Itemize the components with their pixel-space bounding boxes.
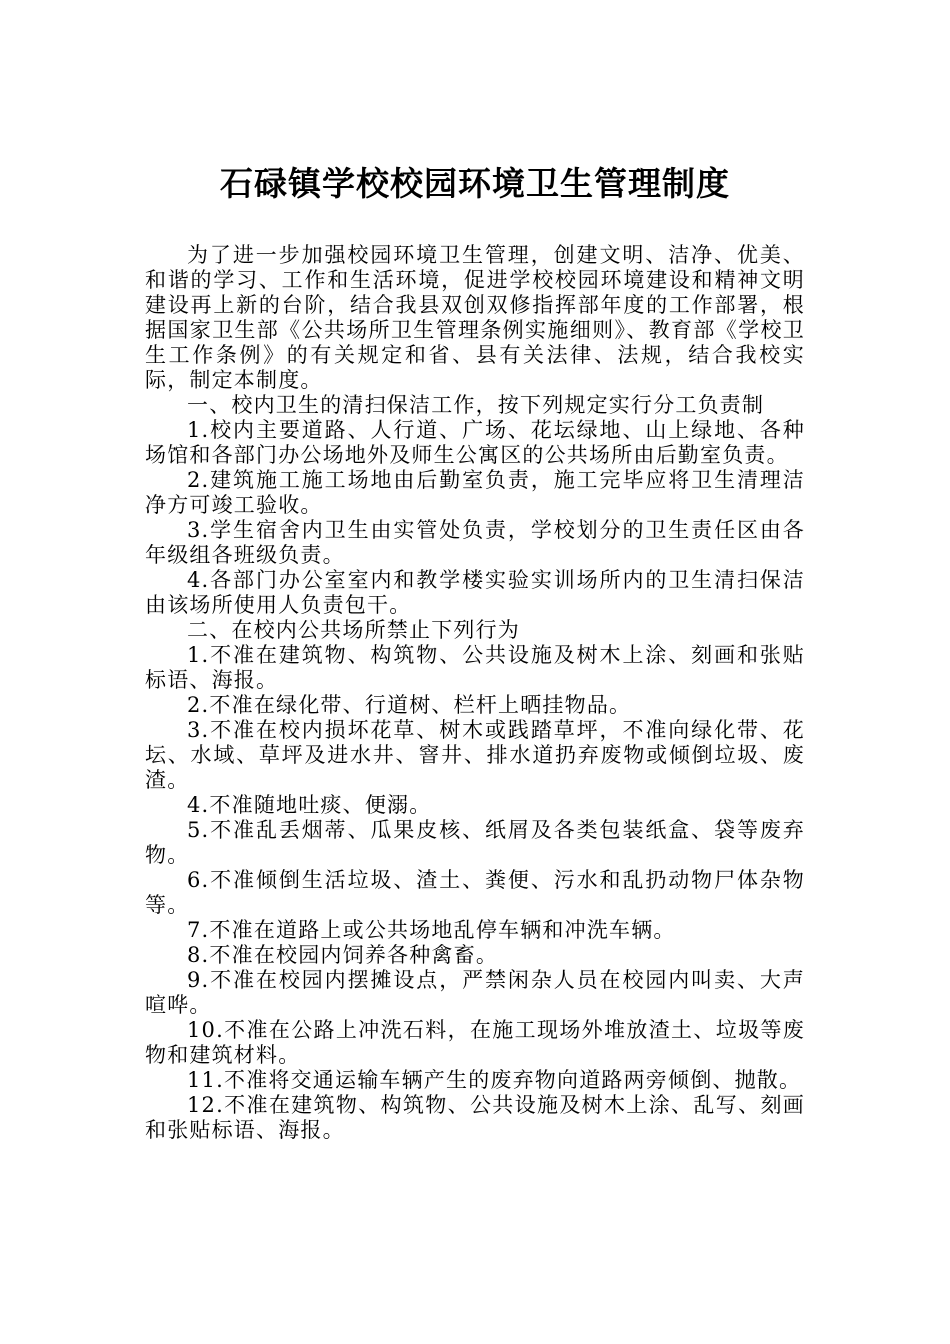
list-item: 6.不准倾倒生活垃圾、渣土、粪便、污水和乱扔动物尸体杂物等。: [145, 868, 805, 917]
intro-paragraph: 为了进一步加强校园环境卫生管理，创建文明、洁净、优美、和谐的学习、工作和生活环境，促进学校校园环境建设和精神文明建设再上新的台阶，结合我县双创双修指挥部年度的工作部署，根据国家卫生部《公共场所卫生管理条例实施细则》、教育部《学校卫生工作条例》的有关规定和省、县有关法律、法规，结合我校实际，制定本制度。: [145, 243, 805, 392]
list-item: 12.不准在建筑物、构筑物、公共设施及树木上涂、乱写、刻画和张贴标语、海报。: [145, 1093, 805, 1142]
list-item: 7.不准在道路上或公共场地乱停车辆和冲洗车辆。: [187, 918, 676, 942]
section-heading-1: 一、校内卫生的清扫保洁工作，按下列规定实行分工负责制: [187, 393, 765, 417]
list-item: 9.不准在校园内摆摊设点，严禁闲杂人员在校园内叫卖、大声喧哗。: [145, 968, 805, 1017]
section-heading-2: 二、在校内公共场所禁止下列行为: [187, 618, 520, 642]
document-body: [145, 243, 805, 1143]
document-title: 石碌镇学校校园环境卫生管理制度: [220, 164, 730, 203]
list-item: 4.各部门办公室室内和教学楼实验实训场所内的卫生清扫保洁由该场所使用人负责包干。: [145, 568, 805, 617]
list-item: 4.不准随地吐痰、便溺。: [187, 793, 432, 817]
list-item: 1.不准在建筑物、构筑物、公共设施及树木上涂、刻画和张贴标语、海报。: [145, 643, 805, 692]
list-item: 3.不准在校内损坏花草、树木或践踏草坪，不准向绿化带、花坛、水域、草坪及进水井、窨井、排水道扔弃废物或倾倒垃圾、废渣。: [145, 718, 805, 792]
list-item: 2.不准在绿化带、行道树、栏杆上晒挂物品。: [187, 693, 632, 717]
list-item: 8.不准在校园内饲养各种禽畜。: [187, 943, 499, 967]
list-item: 3.学生宿舍内卫生由实管处负责，学校划分的卫生责任区由各年级组各班级负责。: [145, 518, 805, 567]
list-item: 11.不准将交通运输车辆产生的废弃物向道路两旁倾倒、抛散。: [187, 1068, 802, 1092]
list-item: 5.不准乱丢烟蒂、瓜果皮核、纸屑及各类包装纸盒、袋等废弃物。: [145, 818, 805, 867]
list-item: 10.不准在公路上冲洗石料，在施工现场外堆放渣土、垃圾等废物和建筑材料。: [145, 1018, 805, 1067]
list-item: 2.建筑施工施工场地由后勤室负责，施工完毕应将卫生清理洁净方可竣工验收。: [145, 468, 805, 517]
list-item: 1.校内主要道路、人行道、广场、花坛绿地、山上绿地、各种场馆和各部门办公场地外及师生公寓区的公共场所由后勤室负责。: [145, 418, 805, 467]
